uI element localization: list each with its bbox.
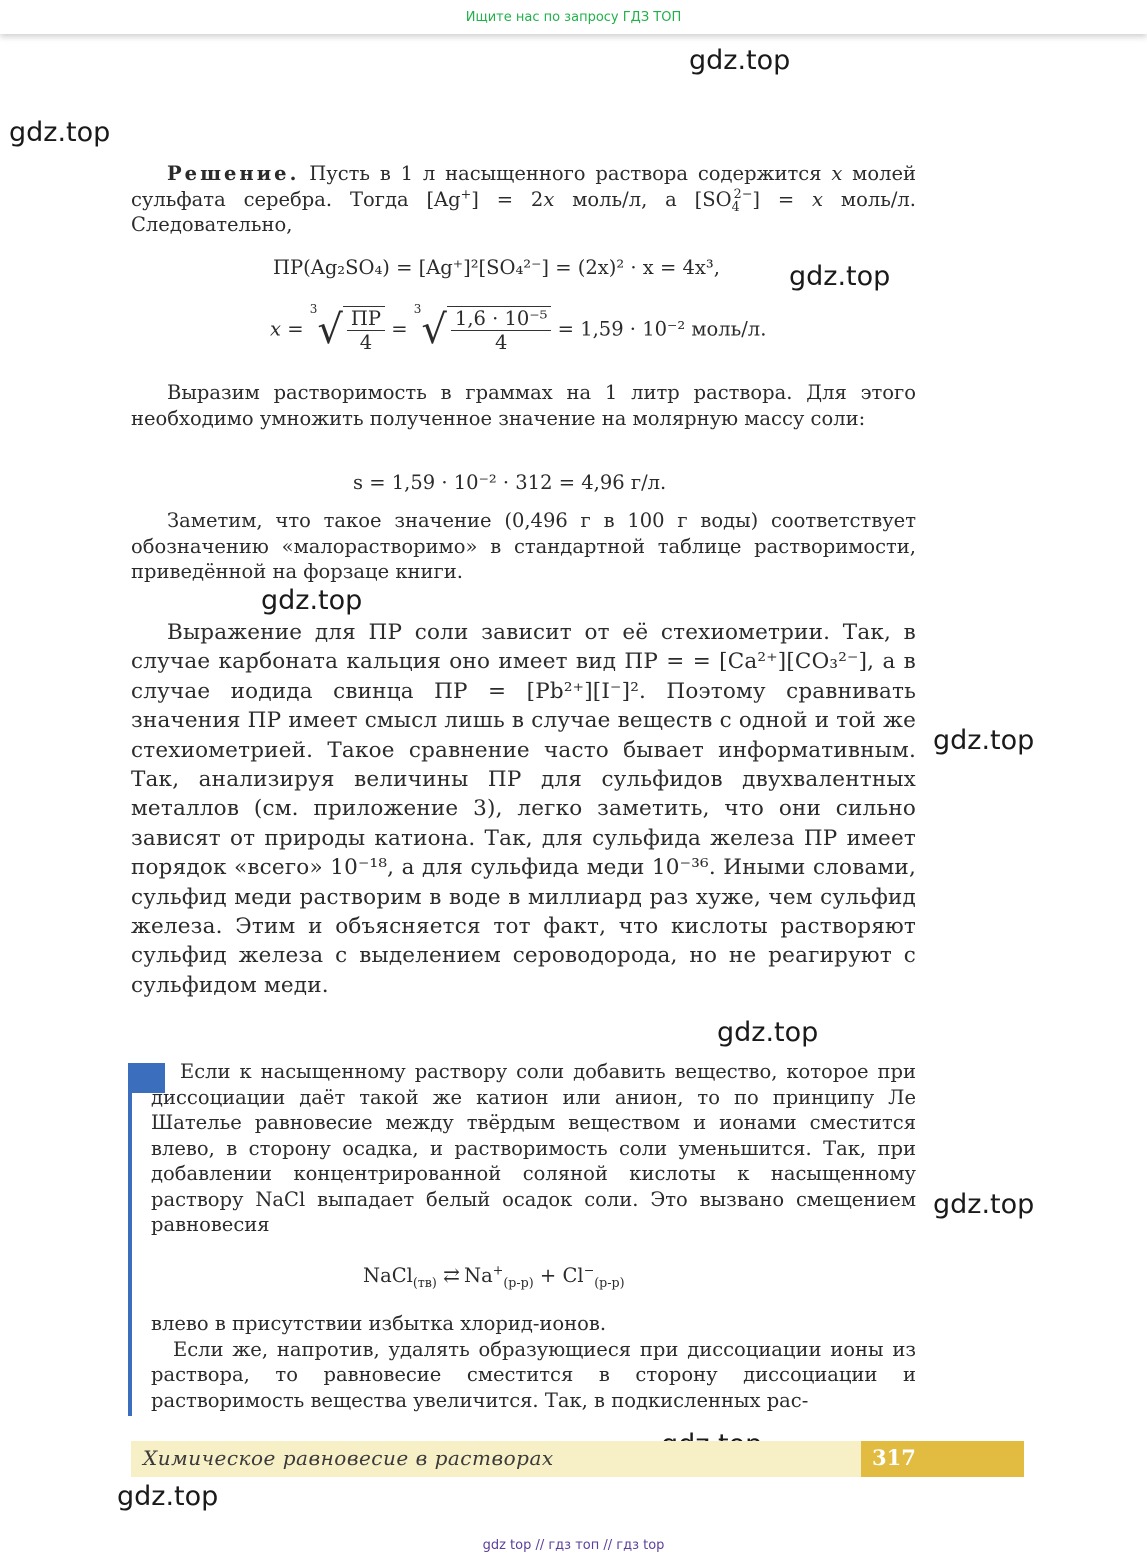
fraction-numerator: 1,6 · 10⁻⁵: [451, 307, 552, 331]
watermark: gdz.top: [789, 261, 891, 292]
chapter-title: Химическое равновесие в растворах: [143, 1446, 554, 1470]
eq-na: Na: [464, 1264, 493, 1287]
watermark: gdz.top: [717, 1017, 819, 1048]
eq-sup: +: [492, 1262, 504, 1278]
top-banner: [0, 0, 1147, 34]
eq-sup: −: [583, 1262, 595, 1278]
eq-sub: (р-р): [594, 1274, 625, 1290]
watermark: gdz.top: [933, 725, 1035, 756]
equation-nacl-equilibrium: [363, 1262, 625, 1290]
text-run: моль/л. Следовательно,: [131, 187, 916, 236]
equation-solubility-grams: s = 1,59 · 10⁻² · 312 = 4,96 г/л.: [353, 471, 667, 494]
text-run: моль/л, а [SO: [554, 187, 732, 211]
watermark: gdz.top: [933, 1189, 1035, 1220]
eq-rhs: = 1,59 · 10⁻² моль/л.: [557, 317, 767, 341]
equals-sign: =: [391, 317, 408, 341]
solution-paragraph: Решение. Пусть в 1 л насыщенного раствора содержится x молей сульфата серебра. Тогда [Ag+] = 2x моль/л, а $[SO_4^{2-}] = x$ моль/л. Следовательно,: [131, 162, 916, 236]
grams-paragraph-block: [131, 380, 916, 431]
grams-paragraph: Выразим растворимость в граммах на 1 литр раствора. Для этого необходимо умножить полученное значение на молярную массу соли:: [131, 381, 916, 430]
equation-solubility-product: ПР(Ag₂SO₄) = [Ag⁺]²[SO₄²⁻] = (2x)² · x = 4x³,: [273, 256, 720, 279]
page-footer: [131, 1441, 861, 1477]
solution-block: [131, 161, 916, 238]
callout-block: [151, 1059, 916, 1238]
eq-cl: + Cl: [539, 1264, 584, 1287]
bottom-links[interactable]: gdz top // гдз топ // гдз top: [482, 1538, 665, 1553]
callout-block-2: [151, 1311, 916, 1413]
variable: x: [543, 187, 555, 211]
root-index: 3: [309, 302, 318, 316]
fraction-numerator: ПР: [347, 307, 385, 331]
callout-bar: [128, 1063, 132, 1416]
equation-cube-root: x = $^3$√ $\frac{ПР}{4}$ = $^3$√ $\frac{\text{1,6 · 10⁻⁵}}{4}$ = 1,59 · 10⁻² моль/л.: [270, 302, 767, 354]
text-run: Пусть в 1 л насыщенного раствора содержится: [299, 162, 832, 185]
note-paragraph: Заметим, что такое значение (0,496 г в 100 г воды) соответствует обозначению «малорастворимо» в стандартной таблице растворимости, приведённой на форзаце книги.: [131, 509, 916, 583]
fraction-denominator: 4: [494, 331, 508, 354]
root-index: 3: [413, 302, 422, 316]
callout-paragraph-3: Если же, напротив, удалять образующиеся при диссоциации ионы из раствора, то равновесие сместится в сторону диссоциации и растворимость вещества увеличится. Так, в подкисленных рас-: [151, 1337, 916, 1412]
text-run: молей сульфата серебра. Тогда [Ag: [131, 162, 916, 211]
watermark: gdz.top: [689, 45, 791, 76]
watermark: gdz.top: [117, 1481, 219, 1512]
callout-paragraph-2: влево в присутствии избытка хлорид-ионов.: [151, 1312, 607, 1335]
text-run: ] = 2: [471, 187, 544, 211]
variable: x: [812, 187, 824, 211]
note-paragraph-block: [131, 508, 916, 585]
fraction-denominator: 4: [359, 331, 373, 354]
page-number: 317: [872, 1445, 916, 1470]
watermark: gdz.top: [9, 117, 111, 148]
main-paragraph: Выражение для ПР соли зависит от её стехиометрии. Так, в случае карбоната кальция оно имеет вид ПР = = [Ca²⁺][CO₃²⁻], а в случае иодида свинца ПР = [Pb²⁺][I⁻]². Поэтому сравнивать значения ПР имеет смысл лишь в случае веществ с одной и той же стехиометрией. Такое сравнение часто бывает информативным. Так, анализируя величины ПР для сульфидов двухвалентных металлов (см. приложение 3), легко заметить, что они сильно зависят от природы катиона. Так, для сульфида железа ПР имеет порядок «всего» 10⁻¹⁸, а для сульфида меди 10⁻³⁶. Иными словами, сульфид меди растворим в воде в миллиард раз хуже, чем сульфид железа. Этим и объясняется тот факт, что кислоты растворяют сульфид железа с выделением сероводорода, но не реагируют с сульфидом меди.: [131, 620, 916, 998]
callout-paragraph-1: Если к насыщенному раствору соли добавить вещество, которое при диссоциации даёт такой же катион или анион, то по принципу Ле Шателье равновесие между твёрдым веществом и ионами сместится влево, в сторону осадка, и растворимость соли уменьшится. Так, при добавлении концентрированной соляной кислоты к насыщенному раствору NaCl выпадает белый осадок соли. Это вызвано смещением равновесия: [151, 1060, 916, 1236]
eq-sub: (р-р): [503, 1274, 534, 1290]
banner-text: Ищите нас по запросу ГДЗ ТОП: [465, 10, 682, 25]
variable: x: [831, 162, 843, 185]
eq-nacl: NaCl: [363, 1264, 413, 1287]
equilibrium-arrow-icon: ⇄: [443, 1263, 458, 1287]
watermark: gdz.top: [261, 585, 363, 616]
page-number-box: [861, 1441, 1024, 1477]
text-run: ] =: [752, 187, 813, 211]
main-paragraph-block: [131, 618, 916, 1000]
solution-label: Решение.: [167, 162, 300, 185]
eq-sub: (тв): [412, 1274, 437, 1290]
eq-lhs: x =: [270, 317, 304, 341]
